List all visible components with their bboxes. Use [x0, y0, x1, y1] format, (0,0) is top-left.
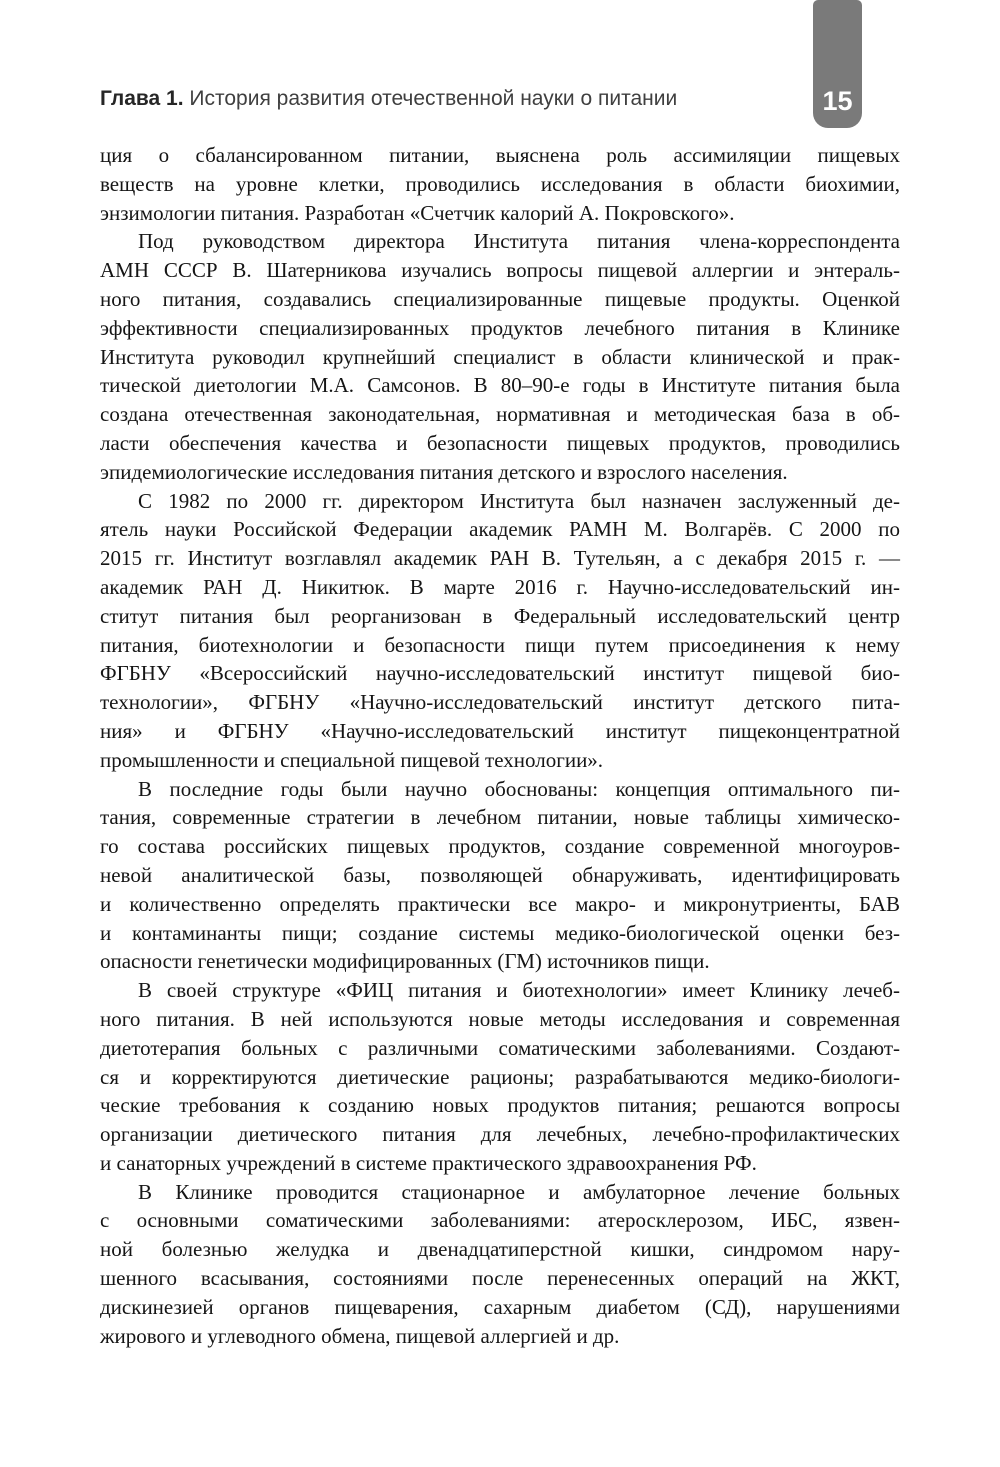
text-line: жирового и углеводного обмена, пищевой аллергией и др.	[100, 1323, 620, 1348]
page-number: 15	[822, 86, 853, 116]
text-line: ного питания. В ней используются новые методы исследования и современная	[100, 1006, 900, 1031]
body-text	[100, 141, 900, 1350]
paragraph	[100, 487, 900, 775]
text-line: питания, биотехнологии и безопасности пищи путем присоединения к нему	[100, 632, 900, 657]
text-line: С 1982 по 2000 гг. директором Института был назначен заслуженный де-	[138, 488, 900, 513]
text-line: ной болезнью желудка и двенадцатиперстной кишки, синдромом нару-	[100, 1237, 900, 1262]
text-line: ния» и ФГБНУ «Научно-исследовательский институт пищеконцентратной	[100, 718, 900, 743]
running-head	[100, 86, 800, 112]
text-line: ся и корректируются диетические рационы; разрабатываются медико-биологи-	[100, 1064, 900, 1089]
chapter-title: История развития отечественной науки о питании	[183, 87, 678, 110]
text-line: и количественно определять практически все макро- и микронутриенты, БАВ	[100, 891, 900, 916]
text-line: дискинезией органов пищеварения, сахарным диабетом (СД), нарушениями	[100, 1294, 900, 1319]
text-line: и контаминанты пищи; создание системы медико-биологической оценки без-	[100, 920, 900, 945]
text-line: академик РАН Д. Никитюк. В марте 2016 г. Научно-исследовательский ин-	[100, 574, 900, 599]
text-line: промышленности и специальной пищевой технологии».	[100, 747, 604, 772]
text-line: опасности генетически модифицированных (ГМ) источников пищи.	[100, 949, 710, 974]
text-line: организации диетического питания для лечебных, лечебно-профилактических	[100, 1122, 900, 1147]
paragraph	[100, 775, 900, 977]
text-line: ФГБНУ «Всероссийский научно-исследовательский институт пищевой био-	[100, 661, 900, 686]
text-line: Под руководством директора Института питания члена-корреспондента	[138, 229, 900, 254]
text-line: ласти обеспечения качества и безопасности пищевых продуктов, проводились	[100, 430, 900, 455]
paragraph	[100, 227, 900, 486]
text-line: с основными соматическими заболеваниями: атеросклерозом, ИБС, язвен-	[100, 1208, 900, 1233]
paragraph	[100, 141, 900, 227]
text-line: ция о сбалансированном питании, выяснена роль ассимиляции пищевых	[100, 143, 900, 167]
text-line: и санаторных учреждений в системе практического здравоохранения РФ.	[100, 1150, 757, 1175]
page-number-tab	[813, 0, 862, 128]
text-line: АМН СССР В. Шатерникова изучались вопросы пищевой аллергии и энтераль-	[100, 258, 900, 283]
text-line: тания, современные стратегии в лечебном питании, новые таблицы химическо-	[100, 805, 900, 830]
text-line: веществ на уровне клетки, проводились исследования в области биохимии,	[100, 171, 900, 196]
text-line: ного питания, создавались специализированные пищевые продукты. Оценкой	[100, 286, 900, 311]
paragraph	[100, 1178, 900, 1351]
text-line: создана отечественная законодательная, нормативная и методическая база в об-	[100, 402, 900, 427]
text-line: эффективности специализированных продуктов лечебного питания в Клинике	[100, 315, 900, 340]
text-line: невой аналитической базы, позволяющей обнаруживать, идентифицировать	[100, 862, 900, 887]
text-line: ститут питания был реорганизован в Федеральный исследовательский центр	[100, 603, 900, 628]
text-line: В своей структуре «ФИЦ питания и биотехнологии» имеет Клинику лечеб-	[138, 978, 900, 1003]
text-line: Института руководил крупнейший специалист в области клинической и прак-	[100, 344, 900, 369]
text-line: тической диетологии М.А. Самсонов. В 80–90-е годы в Институте питания была	[100, 373, 900, 398]
text-line: энзимологии питания. Разработан «Счетчик калорий А. Покровского».	[100, 200, 735, 225]
text-line: 2015 гг. Институт возглавлял академик РАН В. Тутельян, а с декабря 2015 г. —	[100, 546, 900, 571]
chapter-label: Глава 1.	[100, 87, 184, 110]
text-line: технологии», ФГБНУ «Научно-исследовательский институт детского пита-	[100, 690, 900, 715]
text-line: В последние годы были научно обоснованы: концепция оптимального пи-	[138, 776, 900, 801]
text-line: диетотерапия больных с различными соматическими заболеваниями. Создают-	[100, 1035, 900, 1060]
text-line: ятель науки Российской Федерации академик РАМН М. Волгарёв. С 2000 по	[100, 517, 900, 542]
text-line: эпидемиологические исследования питания детского и взрослого населения.	[100, 459, 788, 484]
text-line: шенного всасывания, состояниями после перенесенных операций на ЖКТ,	[100, 1266, 900, 1291]
text-line: В Клинике проводится стационарное и амбулаторное лечение больных	[138, 1179, 900, 1204]
paragraph	[100, 976, 900, 1178]
text-line: ческие требования к созданию новых продуктов питания; решаются вопросы	[100, 1093, 900, 1118]
text-line: го состава российских пищевых продуктов, создание современной многоуров-	[100, 834, 900, 859]
